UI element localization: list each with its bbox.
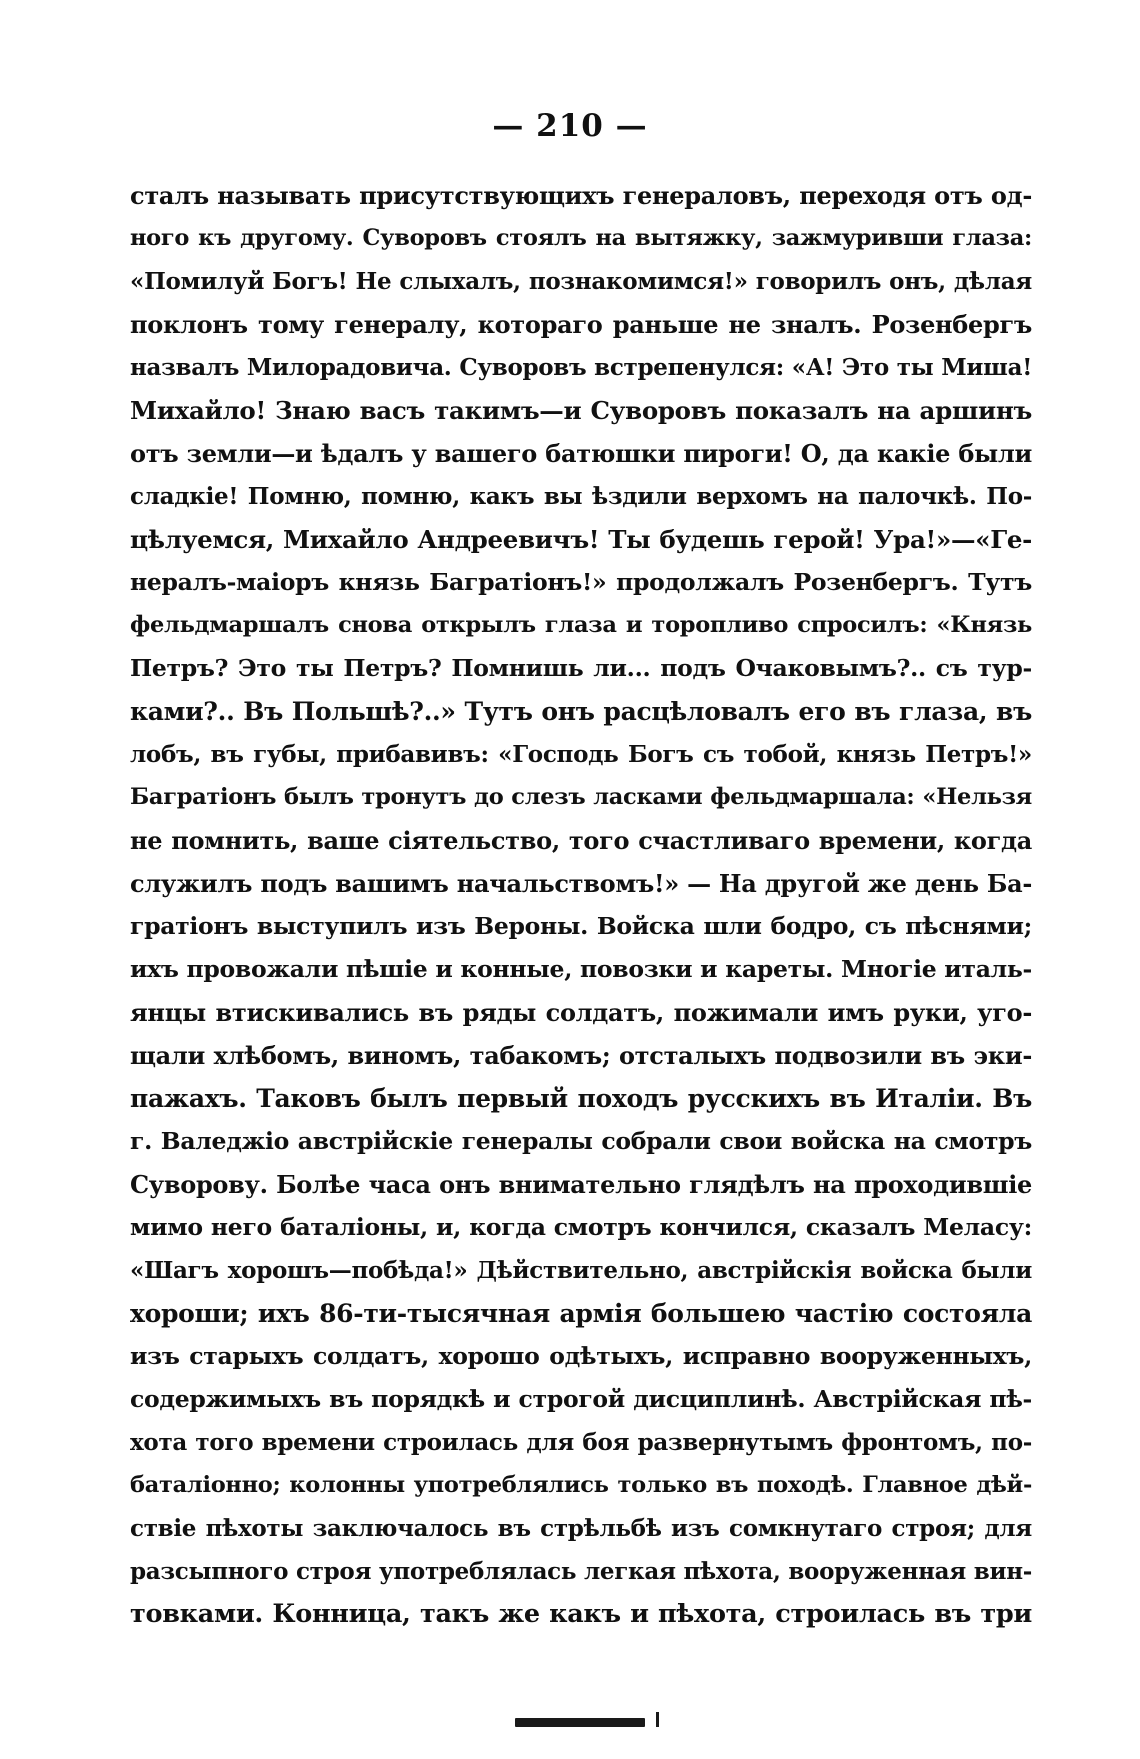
text-line: изъ старыхъ солдатъ, хорошо одѣтыхъ, исправно вооруженныхъ,	[130, 1342, 1032, 1370]
text-line: цѣлуемся, Михайло Андреевичъ! Ты будешь герой! Ура!»—«Ге-	[130, 525, 1032, 554]
text-line: баталіонно; колонны употреблялись только въ походѣ. Главное дѣй-	[130, 1472, 1032, 1498]
text-line: хота того времени строилась для боя развернутымъ фронтомъ, по-	[130, 1429, 1032, 1456]
footer-printer-mark	[515, 1718, 645, 1727]
text-line: отъ земли—и ѣдалъ у вашего батюшки пироги! О, да какіе были	[130, 439, 1032, 468]
text-line: Суворову. Болѣе часа онъ внимательно глядѣлъ на проходившіе	[130, 1170, 1032, 1199]
text-line: служилъ подъ вашимъ начальствомъ!» — На другой же день Ба-	[130, 869, 1032, 898]
text-line: гратіонъ выступилъ изъ Вероны. Войска шли бодро, съ пѣснями;	[130, 912, 1032, 940]
text-line: назвалъ Милорадовича. Суворовъ встрепенулся: «А! Это ты Миша!	[130, 354, 1032, 381]
page-number: — 210 —	[492, 108, 648, 144]
text-line: ками?.. Въ Польшѣ?..» Тутъ онъ расцѣловалъ его въ глаза, въ	[130, 697, 1032, 726]
text-line: пажахъ. Таковъ былъ первый походъ русскихъ въ Италіи. Въ	[130, 1084, 1032, 1113]
text-line: содержимыхъ въ порядкѣ и строгой дисциплинѣ. Австрійская пѣ-	[130, 1385, 1032, 1413]
text-line: Михайло! Знаю васъ такимъ—и Суворовъ показалъ на аршинъ	[130, 396, 1032, 425]
text-line: мимо него баталіоны, и, когда смотръ кончился, сказалъ Меласу:	[130, 1213, 1032, 1241]
text-line: товками. Конница, такъ же какъ и пѣхота, строилась въ три	[130, 1599, 1032, 1629]
text-line: сталъ называть присутствующихъ генераловъ, переходя отъ од-	[130, 181, 1032, 210]
text-line: Багратіонъ былъ тронутъ до слезъ ласками фельдмаршала: «Нельзя	[130, 784, 1032, 810]
text-line: ствіе пѣхоты заключалось въ стрѣльбѣ изъ сомкнутаго строя; для	[130, 1515, 1032, 1542]
text-line: ихъ провожали пѣшіе и конные, повозки и кареты. Многіе италь-	[130, 955, 1032, 983]
text-line: г. Валеджіо австрійскіе генералы собрали свои войска на смотръ	[130, 1127, 1032, 1155]
text-line: «Помилуй Богъ! Не слыхалъ, познакомимся!» говорилъ онъ, дѣлая	[130, 268, 1032, 295]
text-line: не помнить, ваше сіятельство, того счастливаго времени, когда	[130, 826, 1032, 855]
text-line: янцы втискивались въ ряды солдатъ, пожимали имъ руки, уго-	[130, 998, 1032, 1027]
body-text	[130, 174, 1032, 1636]
text-line: лобъ, въ губы, прибавивъ: «Господь Богъ съ тобой, князь Петръ!»	[130, 741, 1032, 768]
text-line: ного къ другому. Суворовъ стоялъ на вытяжку, зажмуривши глаза:	[130, 225, 1032, 251]
text-line: хороши; ихъ 86-ти-тысячная армія большею частію состояла	[130, 1299, 1032, 1328]
text-line: «Шагъ хорошъ—побѣда!» Дѣйствительно, австрійскія войска были	[130, 1257, 1032, 1284]
text-line: разсыпного строя употреблялась легкая пѣхота, вооруженная вин-	[130, 1558, 1032, 1585]
text-line: Петръ? Это ты Петръ? Помнишь ли... подъ Очаковымъ?.. съ тур-	[130, 654, 1032, 682]
text-line: сладкіе! Помню, помню, какъ вы ѣздили верхомъ на палочкѣ. По-	[130, 483, 1032, 510]
text-line: фельдмаршалъ снова открылъ глаза и торопливо спросилъ: «Князь	[130, 612, 1032, 638]
text-line: щали хлѣбомъ, виномъ, табакомъ; отсталыхъ подвозили въ эки-	[130, 1041, 1032, 1070]
text-line: поклонъ тому генералу, котораго раньше не зналъ. Розенбергъ	[130, 310, 1032, 339]
text-line: нералъ-маіоръ князь Багратіонъ!» продолжалъ Розенбергъ. Тутъ	[130, 568, 1032, 596]
